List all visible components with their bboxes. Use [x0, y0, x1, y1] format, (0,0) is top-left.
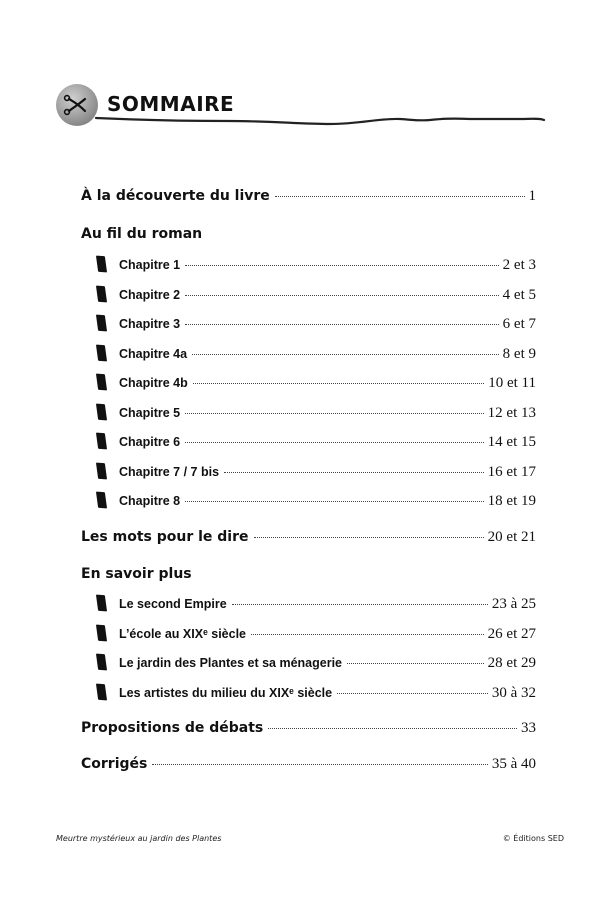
toc-subentry: [119, 346, 536, 363]
dot-leader: [185, 295, 499, 296]
page-number: 35 à 40: [491, 756, 536, 772]
toc-subentry: [119, 405, 536, 422]
bullet-icon: [96, 315, 107, 332]
page-number: 8 et 9: [502, 346, 536, 362]
footer-book-title: Meurtre mystérieux au jardin des Plantes: [56, 834, 222, 843]
page-title: SOMMAIRE: [107, 92, 235, 116]
toc-subentry: [119, 685, 536, 702]
section-heading: Au fil du roman: [81, 226, 203, 242]
dot-leader: [232, 604, 488, 605]
bullet-icon: [96, 404, 107, 421]
page-number: 6 et 7: [502, 316, 536, 332]
bullet-icon: [96, 654, 107, 671]
dot-leader: [347, 663, 484, 664]
page-number: 12 et 13: [487, 405, 536, 421]
section-heading: En savoir plus: [81, 566, 192, 582]
toc-entry: [81, 188, 536, 205]
toc-entry: [81, 720, 536, 737]
toc-subentry: [119, 493, 536, 510]
toc-subentry: [119, 626, 536, 643]
bullet-icon: [96, 286, 107, 303]
page-number: 4 et 5: [502, 287, 536, 303]
dot-leader: [185, 501, 484, 502]
bullet-icon: [96, 684, 107, 701]
page-number: 1: [528, 188, 536, 204]
entry-label: Chapitre 7 / 7 bis: [119, 465, 220, 479]
dot-leader: [254, 537, 484, 538]
bullet-icon: [96, 463, 107, 480]
header-badge: [56, 84, 98, 126]
bullet-icon: [96, 625, 107, 642]
page-number: 10 et 11: [488, 375, 536, 391]
entry-label: Chapitre 4a: [119, 347, 188, 361]
entry-label: Chapitre 3: [119, 317, 181, 331]
toc-entry: [81, 756, 536, 773]
toc-subentry: [119, 434, 536, 451]
dot-leader: [268, 728, 517, 729]
bullet-icon: [96, 433, 107, 450]
dot-leader: [337, 693, 488, 694]
dot-leader: [193, 383, 484, 384]
dot-leader: [251, 634, 484, 635]
bullet-icon: [96, 492, 107, 509]
dot-leader: [224, 472, 484, 473]
dot-leader: [185, 413, 484, 414]
page-number: 28 et 29: [487, 655, 536, 671]
dot-leader: [192, 354, 499, 355]
dot-leader: [185, 265, 499, 266]
toc-subentry: [119, 655, 536, 672]
entry-label: Chapitre 6: [119, 435, 181, 449]
page-number: 20 et 21: [487, 529, 536, 545]
toc-subentry: [119, 257, 536, 274]
page-number: 26 et 27: [487, 626, 536, 642]
entry-label: À la découverte du livre: [81, 188, 270, 204]
page-number: 18 et 19: [487, 493, 536, 509]
dot-leader: [152, 764, 487, 765]
toc-subentry: [119, 287, 536, 304]
toc-subentry: [119, 316, 536, 333]
entry-label: Le jardin des Plantes et sa ménagerie: [119, 656, 343, 670]
page-number: 2 et 3: [502, 257, 536, 273]
toc-subentry: [119, 596, 536, 613]
entry-label: Propositions de débats: [81, 720, 264, 736]
entry-label: Chapitre 8: [119, 494, 181, 508]
page-header: [0, 0, 600, 140]
entry-label: Chapitre 5: [119, 406, 181, 420]
dot-leader: [185, 442, 484, 443]
bullet-icon: [96, 345, 107, 362]
dot-leader: [275, 196, 525, 197]
entry-label: Chapitre 1: [119, 258, 181, 272]
page-number: 14 et 15: [487, 434, 536, 450]
bullet-icon: [96, 374, 107, 391]
bullet-icon: [96, 595, 107, 612]
scissors-icon: [56, 84, 98, 126]
page-number: 33: [521, 720, 536, 736]
entry-label: Les mots pour le dire: [81, 529, 249, 545]
dot-leader: [185, 324, 499, 325]
footer-copyright: © Éditions SED: [502, 834, 564, 843]
toc-subentry: [119, 375, 536, 392]
toc-entry: [81, 529, 536, 546]
entry-label: Les artistes du milieu du XIXᵉ siècle: [119, 686, 333, 700]
entry-label: Chapitre 4b: [119, 376, 188, 390]
entry-label: Corrigés: [81, 756, 148, 772]
entry-label: Chapitre 2: [119, 288, 181, 302]
toc-subentry: [119, 464, 536, 481]
page-number: 30 à 32: [491, 685, 536, 701]
page-number: 23 à 25: [491, 596, 536, 612]
bullet-icon: [96, 256, 107, 273]
page-number: 16 et 17: [487, 464, 536, 480]
entry-label: Le second Empire: [119, 597, 227, 611]
entry-label: L’école au XIXᵉ siècle: [119, 627, 246, 641]
